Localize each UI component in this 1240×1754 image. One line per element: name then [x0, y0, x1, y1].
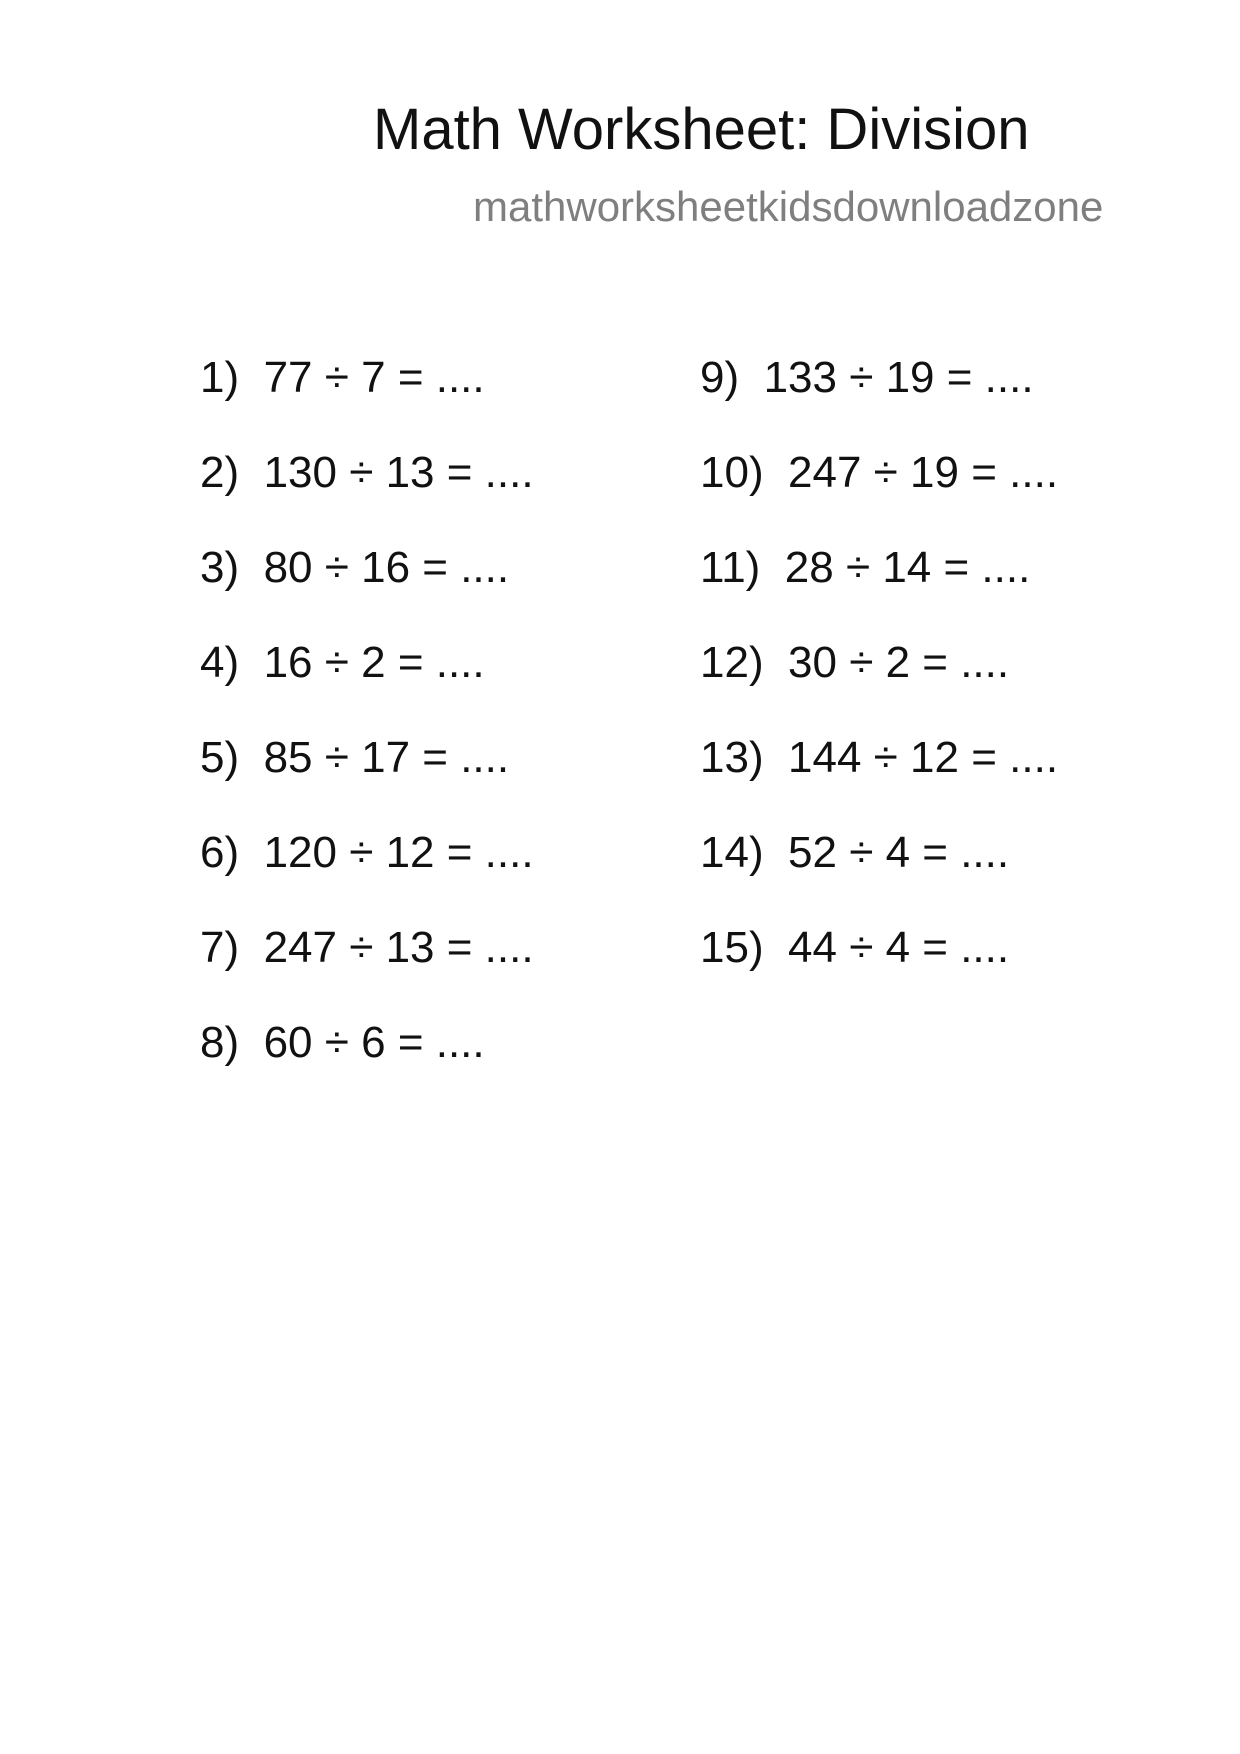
- problem-expression: 130 ÷ 13 = ....: [263, 448, 534, 497]
- problem-expression: 85 ÷ 17 = ....: [263, 733, 510, 782]
- problem-3: [200, 543, 510, 592]
- problem-number: 15): [700, 923, 764, 972]
- problem-number: 3): [200, 543, 240, 592]
- problem-8: [200, 1018, 485, 1067]
- problem-expression: 28 ÷ 14 = ....: [784, 543, 1031, 592]
- problem-number: 2): [200, 448, 240, 497]
- problem-expression: 52 ÷ 4 = ....: [788, 828, 1010, 877]
- problem-expression: 144 ÷ 12 = ....: [788, 733, 1059, 782]
- problem-number: 12): [700, 638, 764, 687]
- problem-15: [700, 923, 1010, 972]
- problem-2: [200, 448, 534, 497]
- problem-4: [200, 638, 485, 687]
- problem-expression: 44 ÷ 4 = ....: [788, 923, 1010, 972]
- problem-11: [700, 543, 1031, 592]
- problem-number: 8): [200, 1018, 240, 1067]
- problem-number: 6): [200, 828, 240, 877]
- problem-12: [700, 638, 1010, 687]
- page-subtitle: mathworksheetkidsdownloadzone: [473, 183, 1104, 230]
- problem-7: [200, 923, 534, 972]
- problem-13: [700, 733, 1059, 782]
- problem-14: [700, 828, 1010, 877]
- problem-expression: 247 ÷ 19 = ....: [788, 448, 1059, 497]
- page-title: Math Worksheet: Division: [373, 97, 1030, 162]
- problem-9: [700, 353, 1034, 402]
- problem-number: 11): [700, 543, 761, 592]
- problem-expression: 80 ÷ 16 = ....: [263, 543, 510, 592]
- problem-number: 13): [700, 733, 764, 782]
- problem-number: 7): [200, 923, 240, 972]
- problem-number: 5): [200, 733, 240, 782]
- problem-5: [200, 733, 510, 782]
- problem-10: [700, 448, 1059, 497]
- problem-expression: 16 ÷ 2 = ....: [263, 638, 485, 687]
- problem-expression: 30 ÷ 2 = ....: [788, 638, 1010, 687]
- problem-number: 14): [700, 828, 764, 877]
- problem-expression: 60 ÷ 6 = ....: [263, 1018, 485, 1067]
- problem-number: 1): [200, 353, 240, 402]
- problem-6: [200, 828, 534, 877]
- problem-number: 10): [700, 448, 764, 497]
- problem-expression: 247 ÷ 13 = ....: [263, 923, 534, 972]
- problem-expression: 77 ÷ 7 = ....: [263, 353, 485, 402]
- problem-1: [200, 353, 485, 402]
- problem-expression: 120 ÷ 12 = ....: [263, 828, 534, 877]
- problem-number: 9): [700, 353, 740, 402]
- problem-number: 4): [200, 638, 240, 687]
- problem-expression: 133 ÷ 19 = ....: [763, 353, 1034, 402]
